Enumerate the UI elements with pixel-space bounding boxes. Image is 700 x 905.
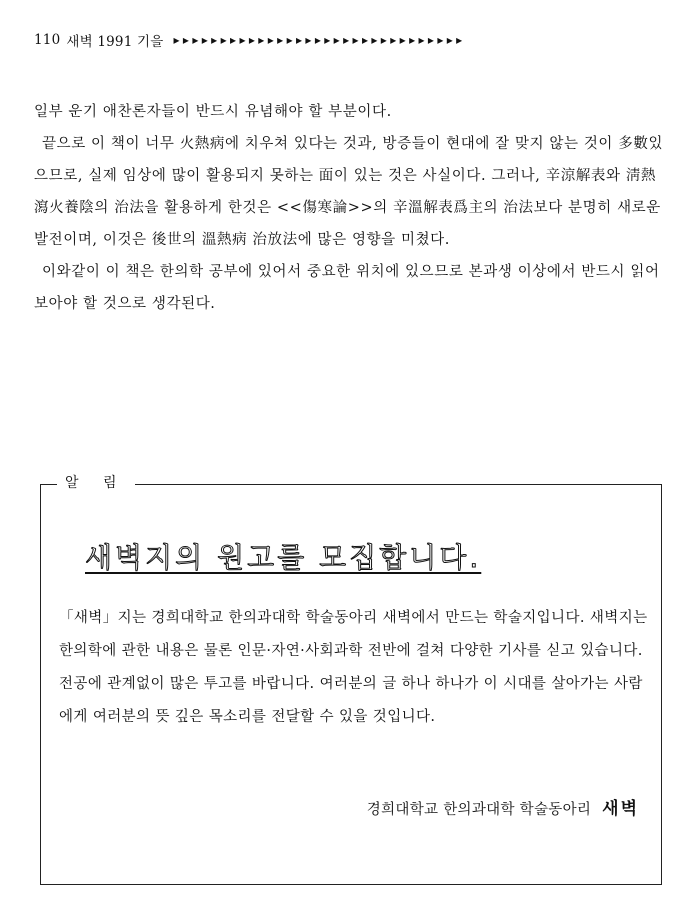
running-header: [34, 30, 654, 50]
signature-org: 경희대학교 한의과대학 학술동아리: [366, 802, 592, 818]
paragraph: 이와같이 이 책은 한의학 공부에 있어서 중요한 위치에 있으므로 본과생 이상에서 반드시 읽어보아야 할 것으로 생각된다.: [34, 264, 660, 312]
notice-heading: 새벽지의 원고를 모집합니다.: [85, 541, 482, 574]
paragraph: 끝으로 이 책이 너무 火熱病에 치우쳐 있다는 것과, 방증들이 현대에 잘 맞지 않는 것이 多數있으므로, 실제 임상에 많이 활용되지 못하는 面이 있는 것은 사실이다. 그러나, 辛涼解表와 淸熱瀉火養陰의 治法을 활용하게 한것은 <<傷寒論>>의 辛溫解表爲主의 治法보다 분명히 새로운 발전이며, 이것은 後世의 溫熱病 治放法에 많은 영향을 미쳤다.: [34, 136, 664, 248]
notice-paragraph: 「새벽」지는 경희대학교 한의과대학 학술동아리 새벽에서 만드는 학술지입니다. 새벽지는 한의학에 관한 내용은 물론 인문·자연·사회과학 전반에 걸쳐 다양한 기사를 싣고 있습니다. 전공에 관계없이 많은 투고를 바랍니다. 여러분의 글 하나 하나가 이 시대를 살아가는 사람에게 여러분의 뜻 깊은 목소리를 전달할 수 있을 것입니다.: [59, 610, 648, 725]
page-number: 110: [34, 32, 61, 48]
notice-signature: [367, 794, 639, 819]
notice-legend: 알 림: [57, 472, 135, 492]
running-title: 새벽 1991 기을: [66, 34, 164, 50]
body-text: [34, 96, 670, 320]
signature-club: 새벽: [602, 799, 639, 819]
arrow-ornament: ▸▸▸▸▸▸▸▸▸▸▸▸▸▸▸▸▸▸▸▸▸▸▸▸▸▸▸▸▸▸▸: [173, 33, 466, 47]
paragraph: 일부 운기 애찬론자들이 반드시 유념해야 할 부분이다.: [34, 104, 392, 120]
notice-body: [59, 602, 649, 734]
notice-box: [40, 475, 662, 885]
